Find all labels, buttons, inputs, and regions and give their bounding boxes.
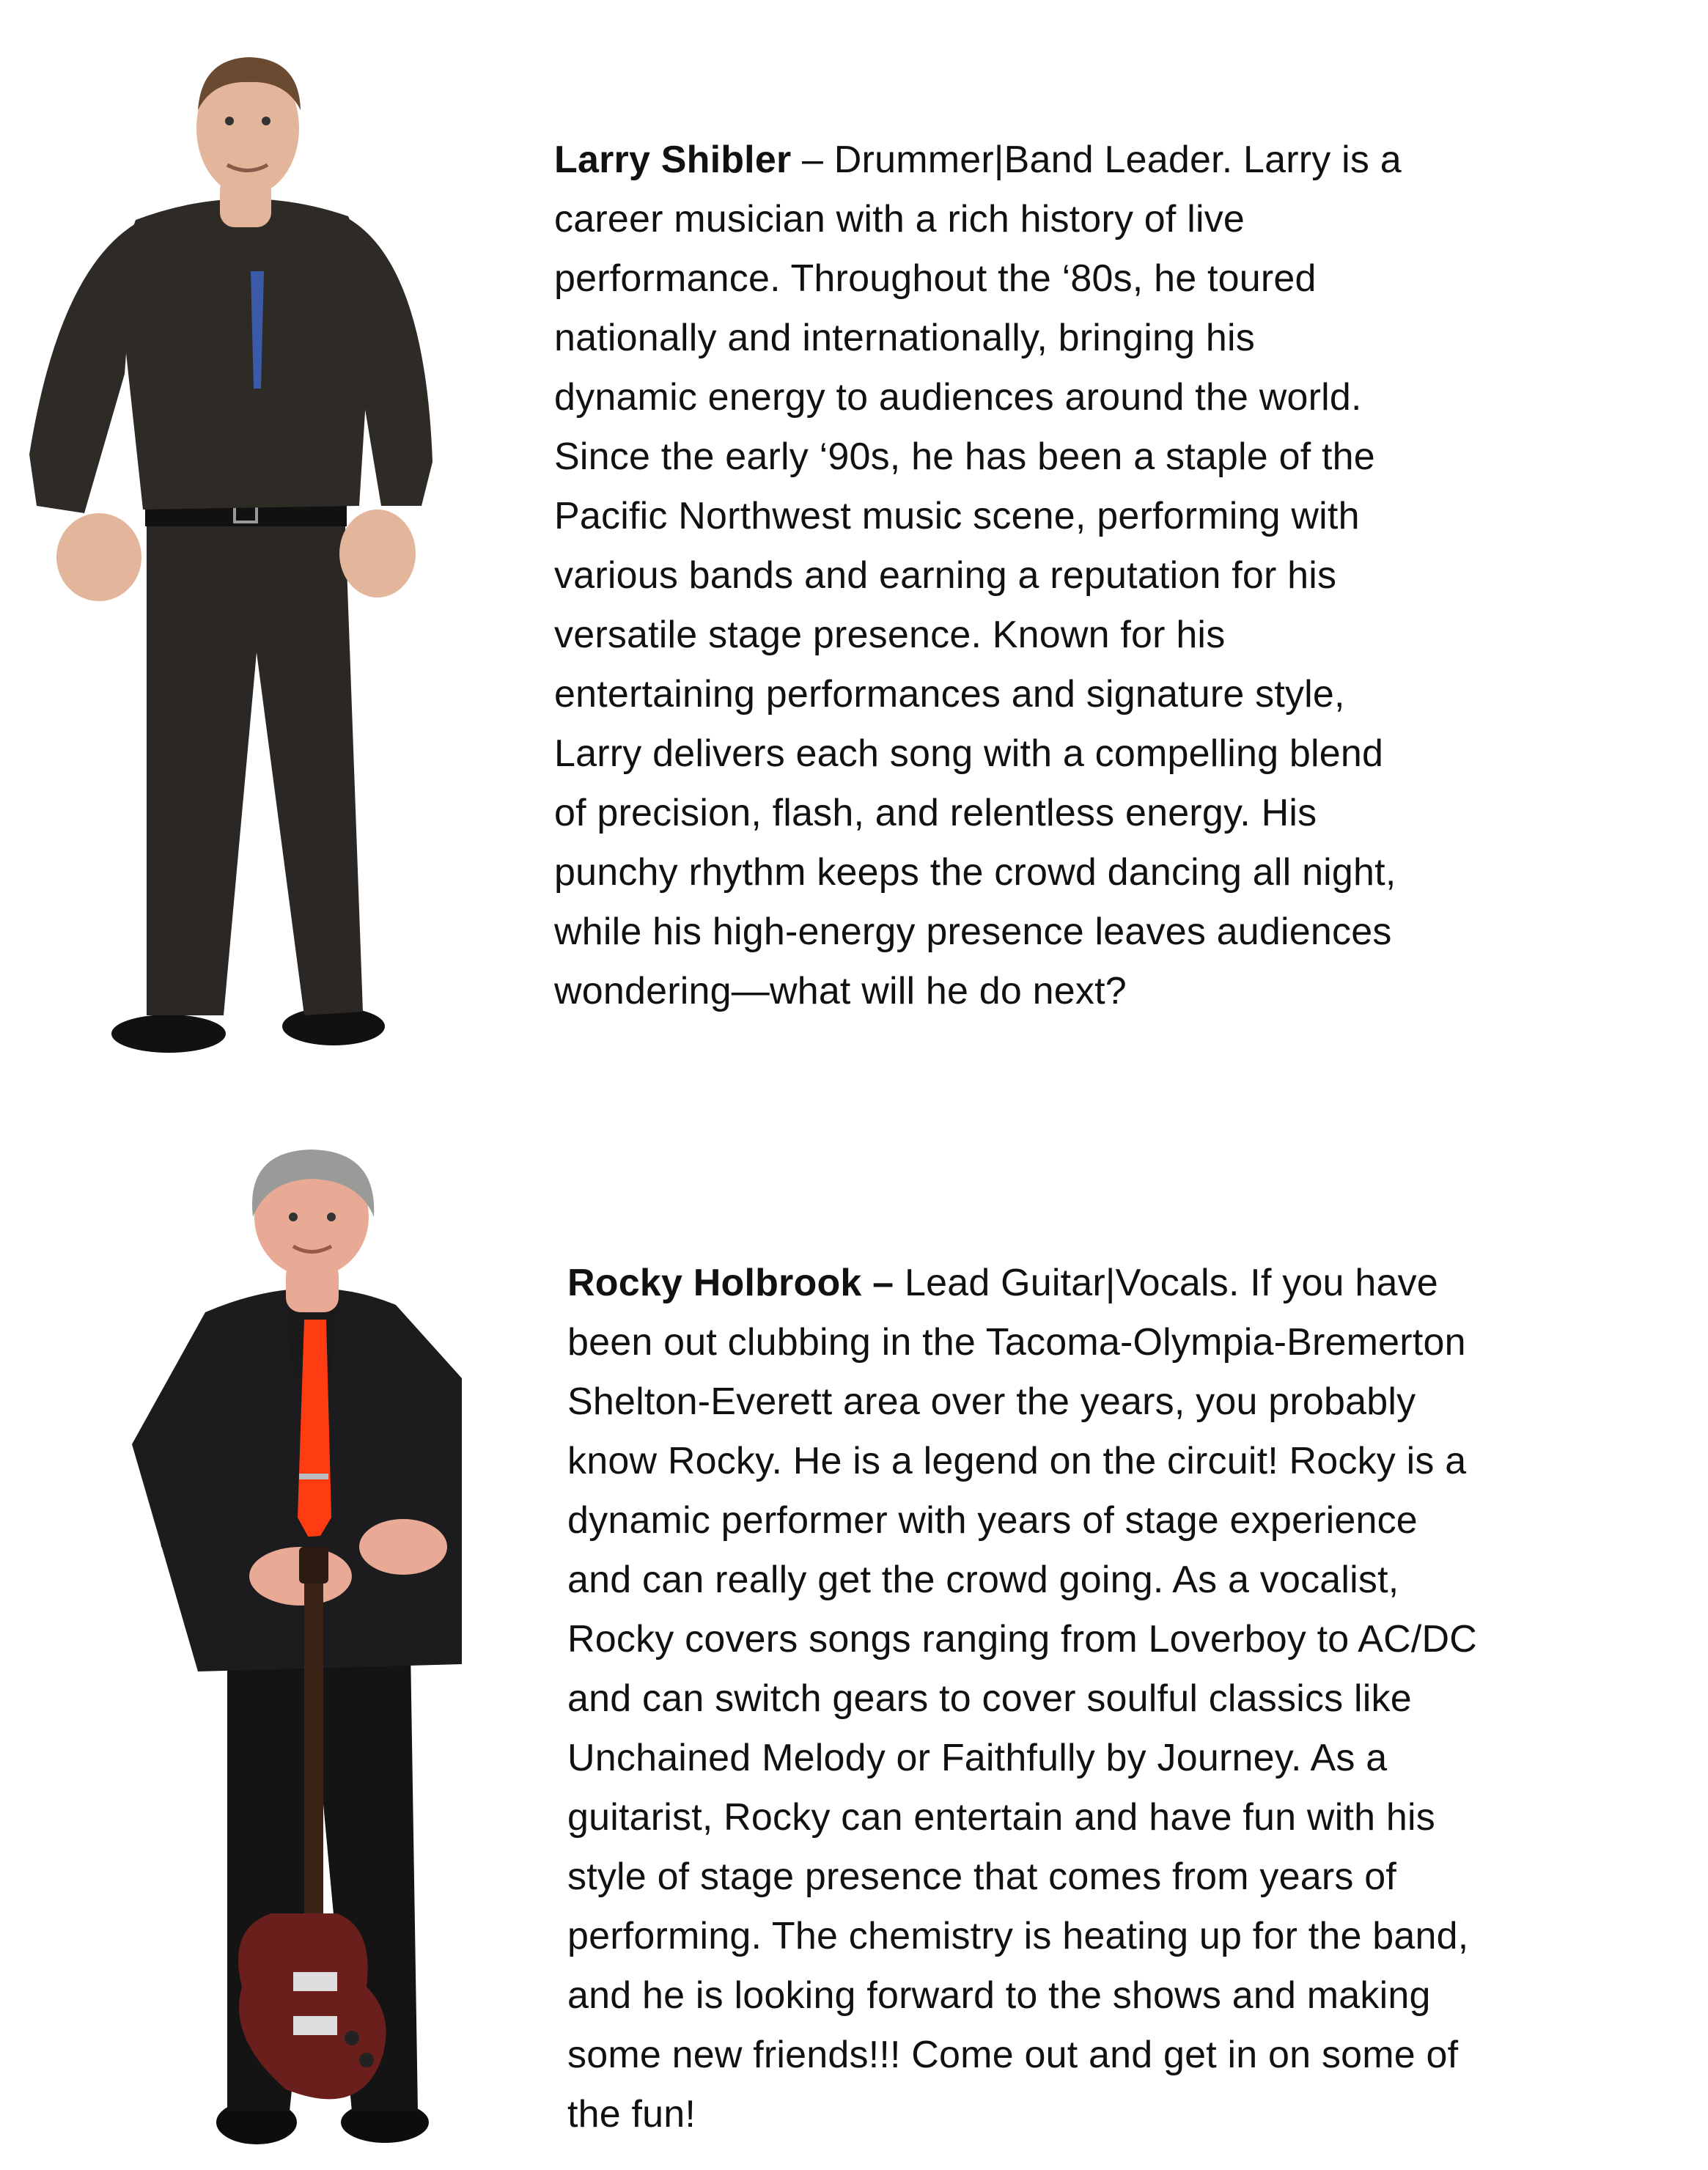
bio-line: dynamic performer with years of stage experience <box>567 1499 1418 1542</box>
bio-line: versatile stage presence. Known for his <box>554 614 1226 656</box>
bio-line: nationally and internationally, bringing his <box>554 317 1255 359</box>
bio-line: punchy rhythm keeps the crowd dancing all night, <box>554 851 1396 894</box>
bio-line: know Rocky. He is a legend on the circuit! Rocky is a <box>567 1440 1467 1482</box>
bio-name: Larry Shibler <box>554 139 792 181</box>
bio-line: Since the early ‘90s, he has been a staple of the <box>554 435 1375 478</box>
larry-bio-text <box>554 130 1402 1021</box>
bio-line: and can switch gears to cover soulful classics like <box>567 1677 1412 1720</box>
bio-line: Larry Shibler – Drummer|Band Leader. Larry is a <box>554 139 1402 181</box>
rocky-bio-text <box>567 1254 1477 2144</box>
bio-line: dynamic energy to audiences around the world. <box>554 376 1362 419</box>
bio-line: while his high-energy presence leaves audiences <box>554 911 1392 953</box>
bio-line: Unchained Melody or Faithfully by Journey. As a <box>567 1737 1388 1779</box>
bio-line: various bands and earning a reputation for his <box>554 554 1337 597</box>
bio-line: Rocky covers songs ranging from Loverboy to AC/DC <box>567 1618 1477 1660</box>
bio-line: style of stage presence that comes from years of <box>567 1855 1397 1898</box>
bio-line: Rocky Holbrook – Lead Guitar|Vocals. If you have <box>567 1262 1438 1304</box>
bio-line: the fun! <box>567 2093 696 2136</box>
bio-line: performing. The chemistry is heating up for the band, <box>567 1915 1469 1957</box>
bio-line: performance. Throughout the ‘80s, he toured <box>554 257 1317 300</box>
bio-line: Larry delivers each song with a compelling blend <box>554 732 1384 775</box>
bio-line: guitarist, Rocky can entertain and have fun with his <box>567 1796 1435 1839</box>
bio-name: Rocky Holbrook – <box>567 1262 894 1304</box>
bio-line: entertaining performances and signature style, <box>554 673 1345 716</box>
bio-line: been out clubbing in the Tacoma-Olympia-Bremerton <box>567 1321 1466 1364</box>
bio-line: Shelton-Everett area over the years, you probably <box>567 1380 1416 1423</box>
bio-line: some new friends!!! Come out and get in on some of <box>567 2034 1459 2076</box>
bio-line: Pacific Northwest music scene, performing with <box>554 495 1360 537</box>
bio-line: career musician with a rich history of live <box>554 198 1245 240</box>
rocky-photo <box>117 1136 498 2155</box>
bio-line: wondering—what will he do next? <box>554 970 1127 1012</box>
larry-photo <box>15 29 440 1070</box>
bio-line: and he is looking forward to the shows and making <box>567 1974 1431 2017</box>
bio-line: and can really get the crowd going. As a vocalist, <box>567 1559 1399 1601</box>
bio-line: of precision, flash, and relentless energy. His <box>554 792 1317 834</box>
